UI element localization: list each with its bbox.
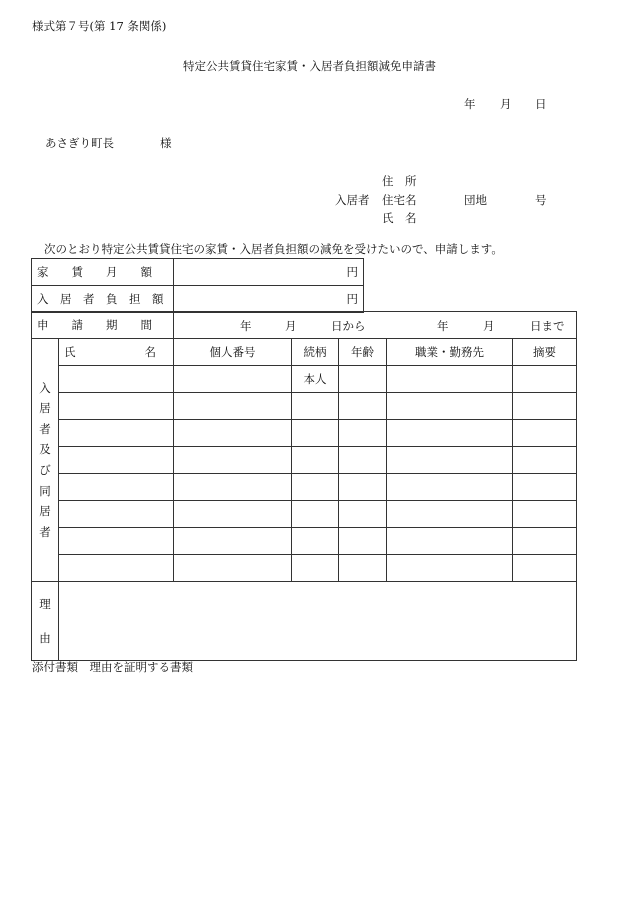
honorific: 様 [160,136,172,150]
occupation-cell[interactable] [387,474,513,501]
period-day-1: 日から [331,319,366,333]
form-title: 特定公共賃貸住宅家賃・入居者負担額減免申請書 [183,59,436,73]
relationship-cell[interactable] [292,474,339,501]
applicant-group-label: 入居者 [335,193,370,207]
relationship-cell[interactable] [292,555,339,582]
table-row [32,259,364,286]
housing-label: 住宅名 [382,193,417,207]
side-label-char: 者 [39,421,51,436]
name-cell[interactable] [59,366,174,393]
yen-unit: 円 [346,265,358,279]
age-cell[interactable] [339,447,387,474]
relationship-cell[interactable]: 本人 [292,366,339,393]
occupation-cell[interactable] [387,366,513,393]
personal-number-cell[interactable] [174,393,292,420]
name-cell[interactable] [59,474,174,501]
col-personal-number-header: 個人番号 [174,339,292,366]
date-day: 日 [535,97,547,111]
table-row [32,393,577,420]
form-number: 様式第７号(第 17 条関係) [32,19,167,33]
number-label: 号 [535,193,547,207]
table-row [32,555,577,582]
remarks-cell[interactable] [513,501,577,528]
addressee: あさぎり町長 [45,136,114,150]
personal-number-cell[interactable] [174,528,292,555]
remarks-cell[interactable] [513,393,577,420]
personal-number-cell[interactable] [174,501,292,528]
side-label-char: 者 [39,524,51,539]
residents-side-label [32,378,58,543]
relationship-cell[interactable] [292,420,339,447]
reason-label-char: 由 [39,631,51,645]
age-cell[interactable] [339,555,387,582]
relationship-cell[interactable] [292,501,339,528]
side-label-char: 及 [39,442,51,457]
yen-unit: 円 [346,292,358,306]
period-month-2: 月 [483,319,495,333]
date-month: 月 [500,97,512,111]
side-label-char: 同 [39,483,51,498]
date-year: 年 [464,97,476,111]
personal-number-cell[interactable] [174,447,292,474]
remarks-cell[interactable] [513,555,577,582]
age-cell[interactable] [339,366,387,393]
name-label: 氏 名 [382,211,417,225]
rent-label: 家 賃 月 額 [32,259,174,286]
relationship-cell[interactable] [292,447,339,474]
personal-number-cell[interactable] [174,474,292,501]
occupation-cell[interactable] [387,393,513,420]
table-row [32,528,577,555]
rent-table [31,258,364,313]
occupation-cell[interactable] [387,501,513,528]
table-row [32,501,577,528]
period-field[interactable] [174,312,577,339]
main-table [31,311,577,661]
age-cell[interactable] [339,420,387,447]
relationship-cell[interactable] [292,393,339,420]
table-row [32,474,577,501]
occupation-cell[interactable] [387,528,513,555]
age-cell[interactable] [339,393,387,420]
residents-side-label-cell [32,339,59,582]
table-row [32,447,577,474]
col-relationship-header: 続柄 [292,339,339,366]
name-cell[interactable] [59,393,174,420]
remarks-cell[interactable] [513,366,577,393]
side-label-char: 居 [39,504,51,519]
personal-number-cell[interactable] [174,420,292,447]
rent-amount-field[interactable] [174,259,364,286]
name-cell[interactable] [59,528,174,555]
burden-amount-field[interactable] [174,286,364,313]
danchi-label: 団地 [464,193,487,207]
remarks-cell[interactable] [513,474,577,501]
name-cell[interactable] [59,420,174,447]
personal-number-cell[interactable] [174,366,292,393]
table-row [32,286,364,313]
age-cell[interactable] [339,528,387,555]
name-cell[interactable] [59,555,174,582]
relationship-cell[interactable] [292,528,339,555]
occupation-cell[interactable] [387,447,513,474]
age-cell[interactable] [339,501,387,528]
col-age-header: 年齢 [339,339,387,366]
col-remarks-header: 摘要 [513,339,577,366]
attachment-note: 添付書類 理由を証明する書類 [32,660,193,674]
address-label: 住 所 [382,174,417,188]
burden-label: 入 居 者 負 担 額 [32,286,174,313]
side-label-char: 居 [39,401,51,416]
period-label: 申 請 期 間 [32,312,174,339]
table-row [32,420,577,447]
reason-label-cell [32,582,59,661]
reason-row [32,582,577,661]
col-name-header: 氏 名 [59,339,174,366]
period-year-2: 年 [437,319,449,333]
personal-number-cell[interactable] [174,555,292,582]
side-label-char: 入 [39,380,51,395]
period-day-2: 日まで [530,319,565,333]
age-cell[interactable] [339,474,387,501]
reason-label-char: 理 [39,597,51,611]
remarks-cell[interactable] [513,447,577,474]
reason-field[interactable] [59,582,577,661]
occupation-cell[interactable] [387,420,513,447]
period-row [32,312,577,339]
name-cell[interactable] [59,447,174,474]
period-month-1: 月 [285,319,297,333]
period-year-1: 年 [240,319,252,333]
column-header-row [32,339,577,366]
name-cell[interactable] [59,501,174,528]
col-occupation-header: 職業・勤務先 [387,339,513,366]
intro-text: 次のとおり特定公共賃貸住宅の家賃・入居者負担額の減免を受けたいので、申請します。 [44,242,503,256]
occupation-cell[interactable] [387,555,513,582]
remarks-cell[interactable] [513,420,577,447]
table-row [32,366,577,393]
remarks-cell[interactable] [513,528,577,555]
side-label-char: び [39,463,51,477]
